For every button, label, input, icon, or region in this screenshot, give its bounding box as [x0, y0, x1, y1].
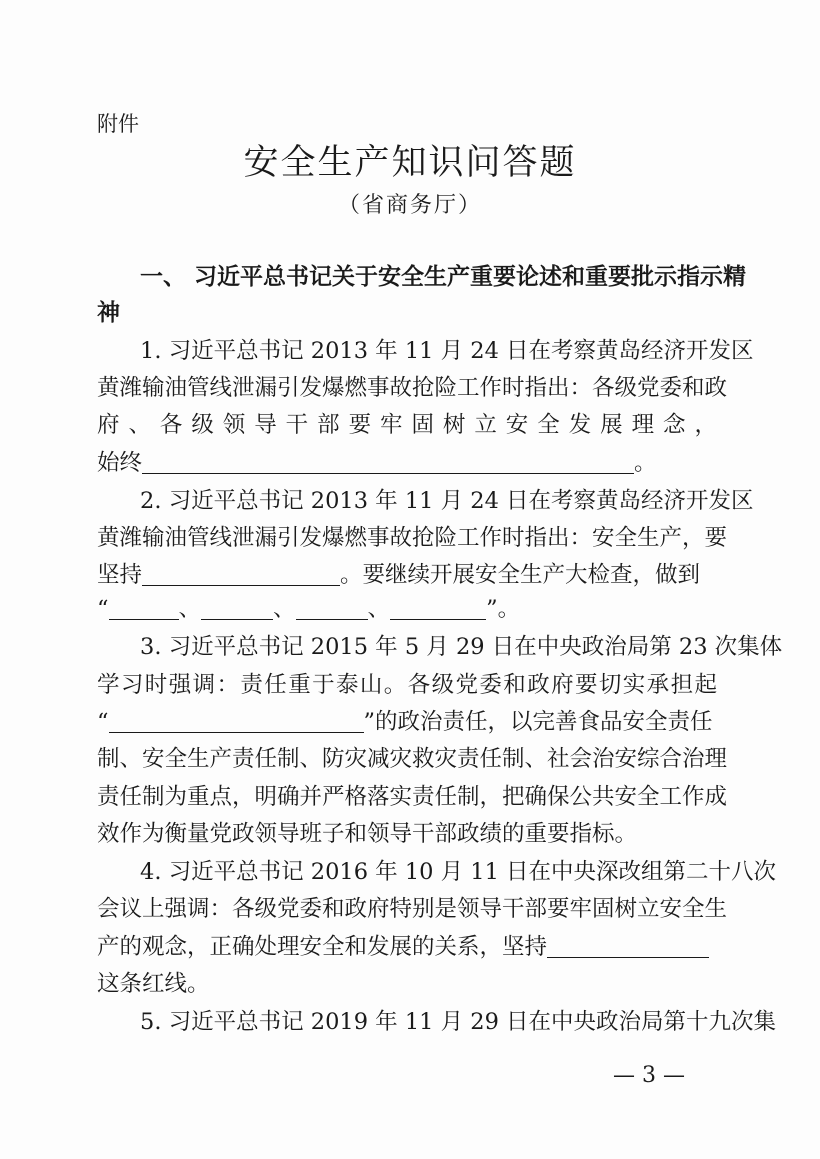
- question-2-line-4: [97, 594, 717, 624]
- answer-blank[interactable]: [142, 451, 634, 474]
- page-subtitle: （省商务厅）: [337, 193, 482, 218]
- question-1-line-2: 黄潍输油管线泄漏引发爆燃事故抢险工作时指出：各级党委和政: [97, 375, 728, 401]
- page-title: 安全生产知识问答题: [243, 143, 577, 183]
- answer-blank[interactable]: [109, 710, 364, 733]
- question-2-prefix: 坚持: [97, 562, 143, 588]
- question-1-suffix: 。: [634, 450, 657, 476]
- answer-blank[interactable]: [201, 597, 273, 620]
- question-4-prefix: 产的观念，正确处理安全和发展的关系，坚持: [97, 934, 548, 960]
- attachment-label: 附件: [97, 112, 139, 136]
- question-2-mid: 。要继续开展安全生产大检查，做到: [340, 562, 701, 588]
- open-quote: “: [97, 709, 109, 735]
- question-5-line-1: 5. 习近平总书记 2019 年 11 月 29 日在中央政治局第十九次集: [140, 1009, 777, 1035]
- answer-blank[interactable]: [547, 935, 709, 958]
- page-number: — 3 —: [613, 1063, 685, 1088]
- question-3-line-4: 制、安全生产责任制、防灾减灾救灾责任制、社会治安综合治理: [97, 746, 728, 772]
- separator: 、: [367, 596, 391, 622]
- question-2-line-1: 2. 习近平总书记 2013 年 11 月 24 日在考察黄岛经济开发区: [140, 488, 754, 514]
- separator: 、: [178, 596, 202, 622]
- question-3-line-5: 责任制为重点，明确并严格落实责任制，把确保公共安全工作成: [97, 784, 728, 810]
- question-1-line-3: 府、各级领导干部要牢固树立安全发展理念，: [97, 412, 717, 438]
- question-4-line-2: 会议上强调：各级党委和政府特别是领导干部要牢固树立安全生: [97, 896, 728, 922]
- answer-blank[interactable]: [109, 597, 179, 620]
- section-heading-continued: 神: [97, 300, 120, 326]
- question-1-line-4: [97, 448, 717, 478]
- answer-blank[interactable]: [390, 597, 486, 620]
- close-quote: ”。: [486, 596, 521, 622]
- question-4-line-1: 4. 习近平总书记 2016 年 10 月 11 日在中央深改组第二十八次: [140, 859, 777, 885]
- question-3-line-2: 学习时强调：责任重于泰山。各级党委和政府要切实承担起: [97, 672, 717, 698]
- question-4-line-3: [97, 932, 717, 962]
- separator: 、: [273, 596, 296, 622]
- question-1-prefix: 始终: [97, 450, 143, 476]
- answer-blank[interactable]: [142, 563, 340, 586]
- question-3-line-1: 3. 习近平总书记 2015 年 5 月 29 日在中央政治局第 23 次集体: [140, 634, 783, 660]
- question-2-line-2: 黄潍输油管线泄漏引发爆燃事故抢险工作时指出：安全生产，要: [97, 525, 728, 551]
- question-4-line-4: 这条红线。: [97, 971, 210, 997]
- question-1-line-1: 1. 习近平总书记 2013 年 11 月 24 日在考察黄岛经济开发区: [140, 338, 754, 364]
- open-quote: “: [97, 596, 109, 622]
- section-heading: 一、 习近平总书记关于安全生产重要论述和重要批示指示精: [140, 264, 747, 290]
- question-3-line-3: [97, 707, 717, 737]
- answer-blank[interactable]: [296, 597, 368, 620]
- question-3-mid: ”的政治责任，以完善食品安全责任: [363, 709, 713, 735]
- question-2-line-3: [97, 560, 717, 590]
- question-3-line-6: 效作为衡量党政领导班子和领导干部政绩的重要指标。: [97, 821, 638, 847]
